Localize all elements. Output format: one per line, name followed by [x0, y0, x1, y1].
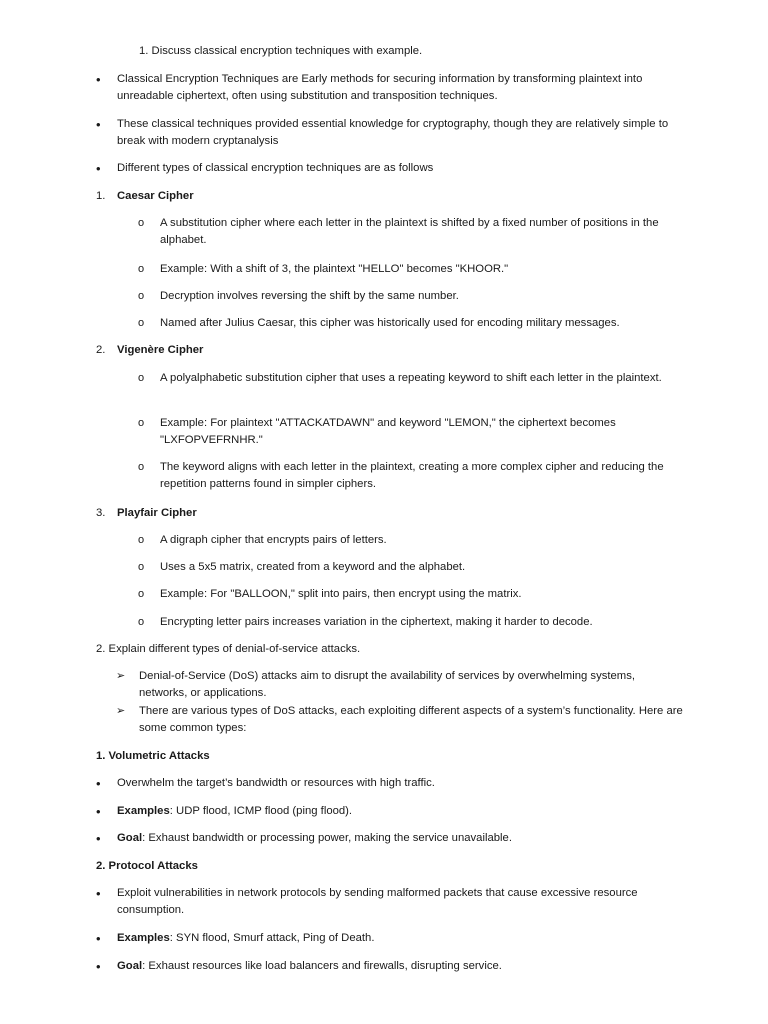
bullet-icon: • [96, 831, 101, 846]
protocol-bullet-2 [117, 930, 374, 947]
protocol-title: 2. Protocol Attacks [96, 860, 198, 872]
circle-bullet-icon: o [138, 290, 145, 302]
circle-bullet-icon: o [138, 317, 145, 329]
examples-label: Examples [117, 932, 170, 944]
examples-text: : UDP flood, ICMP flood (ping flood). [169, 805, 353, 817]
arrow-bullet-icon: ➢ [116, 705, 126, 717]
protocol-bullet-1: Exploit vulnerabilities in network protocols by sending malformed packets that cause excessive resource consumption. [117, 887, 638, 916]
playfair-item-4: Encrypting letter pairs increases variation in the ciphertext, making it harder to decode. [160, 616, 593, 628]
bullet-icon: • [96, 886, 101, 901]
vigenere-item-1: A polyalphabetic substitution cipher that uses a repeating keyword to shift each letter in the plaintext. [160, 372, 662, 384]
volumetric-title: 1. Volumetric Attacks [96, 750, 210, 762]
caesar-item-4: Named after Julius Caesar, this cipher was historically used for encoding military messages. [160, 317, 620, 329]
q1-bullet-3: Different types of classical encryption techniques are as follows [117, 162, 434, 174]
goal-text: : Exhaust bandwidth or processing power, making the service unavailable. [142, 832, 512, 844]
section-number: 2. [96, 344, 106, 356]
playfair-title: Playfair Cipher [117, 507, 197, 519]
bullet-icon: • [96, 959, 101, 974]
bullet-icon: • [96, 776, 101, 791]
bullet-icon: • [96, 72, 101, 87]
section-number: 3. [96, 507, 106, 519]
question-1-heading: 1. Discuss classical encryption techniques with example. [139, 45, 423, 57]
goal-label: Goal [117, 960, 143, 972]
protocol-bullet-3 [117, 958, 502, 975]
q1-bullet-2: These classical techniques provided essential knowledge for cryptography, though they are relatively simple to break with modern cryptanalysis [117, 118, 669, 147]
circle-bullet-icon: o [138, 534, 145, 546]
caesar-item-3: Decryption involves reversing the shift by the same number. [160, 290, 459, 302]
q1-bullet-1: Classical Encryption Techniques are Early methods for securing information by transforming plaintext into unreadable ciphertext, often using substitution and transposition techniques. [117, 73, 643, 102]
caesar-title: Caesar Cipher [117, 190, 194, 202]
playfair-item-1: A digraph cipher that encrypts pairs of letters. [160, 534, 387, 546]
vigenere-item-2: Example: For plaintext "ATTACKATDAWN" and keyword "LEMON," the ciphertext becomes "LXFOPVEFRNHR." [160, 417, 616, 446]
goal-label: Goal [117, 832, 143, 844]
bullet-icon: • [96, 804, 101, 819]
playfair-item-2: Uses a 5x5 matrix, created from a keyword and the alphabet. [160, 561, 466, 573]
circle-bullet-icon: o [138, 417, 145, 429]
caesar-item-1: A substitution cipher where each letter in the plaintext is shifted by a fixed number of positions in the alphabet. [160, 217, 659, 246]
question-2-heading: 2. Explain different types of denial-of-service attacks. [96, 643, 361, 655]
volumetric-bullet-3 [117, 830, 512, 847]
q2-arrow-2: There are various types of DoS attacks, each exploiting different aspects of a system’s functionality. Here are some common types: [139, 705, 683, 734]
q2-arrow-1: Denial-of-Service (DoS) attacks aim to disrupt the availability of services by overwhelming systems, networks, or applications. [139, 670, 635, 699]
examples-label: Examples [117, 805, 170, 817]
playfair-item-3: Example: For "BALLOON," split into pairs, then encrypt using the matrix. [160, 588, 522, 600]
circle-bullet-icon: o [138, 461, 145, 473]
bullet-icon: • [96, 161, 101, 176]
circle-bullet-icon: o [138, 263, 145, 275]
caesar-item-2: Example: With a shift of 3, the plaintext "HELLO" becomes "KHOOR." [160, 263, 509, 275]
circle-bullet-icon: o [138, 588, 145, 600]
arrow-bullet-icon: ➢ [116, 670, 126, 682]
circle-bullet-icon: o [138, 372, 145, 384]
volumetric-bullet-2 [117, 803, 352, 820]
vigenere-item-3: The keyword aligns with each letter in the plaintext, creating a more complex cipher and reducing the repetition patterns found in simpler ciphers. [160, 461, 664, 490]
goal-text: : Exhaust resources like load balancers and firewalls, disrupting service. [142, 960, 502, 972]
section-number: 1. [96, 190, 106, 202]
circle-bullet-icon: o [138, 616, 145, 628]
vigenere-title: Vigenère Cipher [117, 344, 204, 356]
examples-text: : SYN flood, Smurf attack, Ping of Death. [169, 932, 375, 944]
circle-bullet-icon: o [138, 217, 145, 229]
bullet-icon: • [96, 931, 101, 946]
bullet-icon: • [96, 117, 101, 132]
volumetric-bullet-1: Overwhelm the target’s bandwidth or resources with high traffic. [117, 777, 435, 789]
circle-bullet-icon: o [138, 561, 145, 573]
